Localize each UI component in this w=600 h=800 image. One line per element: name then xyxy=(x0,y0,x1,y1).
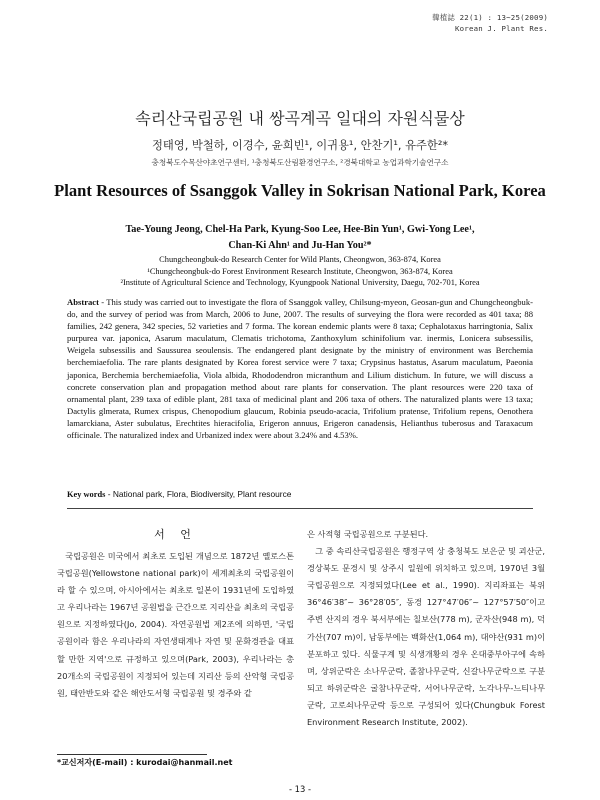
korean-affiliations: 충청북도수목산야초연구센터, ¹충청북도산림환경연구소, ²경북대학교 농업과학기술연구소 xyxy=(151,158,449,167)
abstract-text: - This study was carried out to investigate the flora of Ssanggok valley, Chilsung-myeon, Geosan-gun and Chungcheongbuk-do, and the survey of period was from March, 2006 to June, 2007. The results of surveying the flora were recorded as 401 taxa; 88 families, 242 genera, 342 species, 52 varieties and 7 forma. The korean endemic plants were 8 taxa; Cephalotaxus harringtonia, Salix purpurea var. japonica, Asarum maculatum, Clematis trichotoma, Zanthoxylum schinifolium var. inermis, Lonicera subsessilis, Weigela subsessilis and Saussurea seoulensis. The endangered plant designate by the ministry of environment was Berchemia berchemiaefolia. The rare plants designated by Korea forest service were 7 taxa; Crypsinus hastatus, Asarum maculatum, Paeonia japonica, Berchemia berchemiaefolia, Viola albida, Rhododendron micranthum and Lilium distichum. In future, we will discuss a concrete conservation plan and propagation method about rare plants for conservation. The plant resources were 220 taxa of ornamental plant, 239 taxa of edible plant, 281 taxa of medicinal plant and 206 taxa of others. The naturalized plants were 13 taxa; Dactylis glmerata, Rumex crispus, Chenopodium glaucum, Robinia pseudo-acacia, Trifolium pratense, Trifolium repens, Oenothera lamarckiana, Aster subulatus, Erechtites hieracifolia, Erigeron annuus, Erigeron canadensis, Helianthus tuberosus and Taraxacum officinale. The naturalized index and Urbanized index were about 3.24% and 4.53%. xyxy=(67,297,533,441)
english-affiliations xyxy=(0,254,600,289)
english-authors-line2: Chan-Ki Ahn¹ and Ju-Han You²* xyxy=(228,239,372,251)
keywords xyxy=(67,489,533,499)
intro-left-column xyxy=(57,548,294,702)
page-number: - 13 - xyxy=(288,784,312,794)
english-authors xyxy=(0,222,600,253)
intro-paragraph-continued: 은 사적형 국립공원으로 구분된다. xyxy=(307,529,429,539)
abstract xyxy=(67,296,533,441)
corresponding-author-footnote: *교신저자(E-mail) : kurodai@hanmail.net xyxy=(57,758,233,767)
section-divider xyxy=(67,508,533,509)
abstract-label: Abstract xyxy=(67,297,99,307)
korean-authors: 정태영, 박철하, 이경수, 윤희빈¹, 이귀용¹, 안찬기¹, 유주한²* xyxy=(151,139,449,152)
journal-citation: 韓植誌 22(1) : 13~25(2009) xyxy=(432,13,548,22)
keywords-text: - National park, Flora, Biodiversity, Plant resource xyxy=(105,489,292,499)
affiliation-2: ¹Chungcheongbuk-do Forest Environment Research Institute, Cheongwon, 363-874, Korea xyxy=(147,266,453,276)
journal-header xyxy=(432,12,548,34)
intro-paragraph-2: 그 중 속리산국립공원은 행정구역 상 충청북도 보은군 및 괴산군, 경상북도 문경시 및 상주시 일원에 위치하고 있으며, 1970년 3월 국립공원으로 지정되었다(Lee et al., 1990). 지리좌표는 북위 36°46′38″~ 36°28′05″, 동경 127°47′06″~ 127°57′50″이고 주변 산지의 경우 북서부에는 칠보산(778 m), 군자산(948 m), 덕가산(707 m)이, 남동부에는 백화산(1,064 m), 대야산(931 m)이 분포하고 있다. 식물구계 및 식생개황의 경우 온대중부아구에 속하며, 상위군락은 소나무군락, 졸참나무군락, 신갈나무군락으로 구분되고 하위군락은 굴참나무군락, 서어나무군락, 노각나무-느티나무군락, 고로쇠나무군락 등으로 구성되어 있다(Chungbuk Forest Environment Research Institute, 2002). xyxy=(307,546,545,728)
keywords-label: Key words xyxy=(67,490,106,499)
section-heading: 서 언 xyxy=(154,528,197,541)
korean-title: 속리산국립공원 내 쌍곡계곡 일대의 자원식물상 xyxy=(135,109,465,128)
affiliation-1: Chungcheongbuk-do Research Center for Wild Plants, Cheongwon, 363-874, Korea xyxy=(159,255,441,264)
english-authors-line1: Tae-Young Jeong, Chel-Ha Park, Kyung-Soo Lee, Hee-Bin Yun¹, Gwi-Yong Lee¹, xyxy=(125,224,475,235)
intro-paragraph-1: 국립공원은 미국에서 최초로 도입된 개념으로 1872년 옐로스톤국립공원(Yellowstone national park)이 세계최초의 국립공원이라 할 수 있으며, 아시아에서는 최초로 일본이 1931년에 도입하였고 우리나라는 1967년 공원법을 근간으로 지리산을 최초의 국립공원으로 지정하였다(Jo, 2004). 자연공원법 제2조에 의하면, '국립공원이라 함은 우리나라의 자연생태계나 자연 및 문화경관을 대표할 만한 지역'으로 규정하고 있으며(Park, 2003), 우리나라는 총 20개소의 국립공원이 지정되어 있는데 지리산 등의 산악형 국립공원, 태안반도와 같은 해안도서형 국립공원 및 경주와 같 xyxy=(57,551,294,698)
affiliation-3: ²Institute of Agricultural Science and Technology, Kyungpook National University, Daegu, 702-701, Korea xyxy=(120,278,480,288)
english-title: Plant Resources of Ssanggok Valley in Sokrisan National Park, Korea xyxy=(54,181,546,200)
footnote-rule xyxy=(57,754,207,755)
journal-name: Korean J. Plant Res. xyxy=(455,24,548,33)
intro-right-column xyxy=(307,526,545,731)
